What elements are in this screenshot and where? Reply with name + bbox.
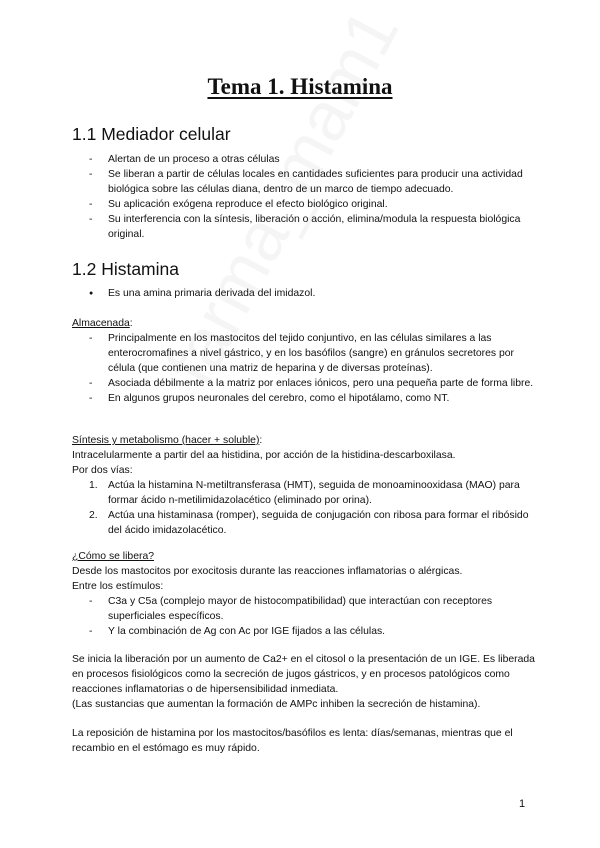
paragraph-reposicion: La reposición de histamina por los mastocitos/basófilos es lenta: días/semanas, mientras que el recambio en el estómago es muy rápido.: [72, 728, 513, 754]
libera-line-1: Desde los mastocitos por exocitosis durante las reacciones inflamatorias o alérgicas.: [72, 566, 463, 577]
list-item: - Asociada débilmente a la matriz por enlaces iónicos, pero una pequeña parte de forma libre.: [72, 376, 542, 391]
histamina-bullets: [72, 286, 542, 301]
paragraph-liberacion: Se inicia la liberación por un aumento de Ca2+ en el citosol o la presentación de un IGE. Es liberada en procesos fisiológicos como la secreción de jugos gástricos, y en procesos patológicos como reacciones inflamatorias o de hipersensibilidad inmediata. (Las sustancias que aumentan la formación de AMPc inhiben la secreción de histamina).: [72, 654, 535, 710]
page-title: Tema 1. Histamina: [207, 74, 393, 99]
almacenada-label: Almacenada: [72, 318, 130, 329]
list-item: - Se liberan a partir de células locales en cantidades suficientes para producir una actividad biológica sobre las células diana, dentro de un marco de tiempo adecuado.: [72, 167, 542, 197]
almacenada-block: Almacenada: - Principalmente en los mastocitos del tejido conjuntivo, en las células similares a las enterocromafines a nivel gástrico, y en los basófilos (sangre) en gránulos secretores por célula (que contienen una matriz de heparina y de diversas proteínas). - Asociada débilmente a la matriz por enlaces iónicos, pero una pequeña parte de forma libre. - En algunos grupos neuronales del cerebro, como el hipotálamo, como NT.: [72, 316, 542, 406]
sintesis-list: [72, 478, 542, 538]
libera-list: [72, 594, 542, 639]
list-item: - C3a y C5a (complejo mayor de histocompatibilidad) que interactúan con receptores superficiales específicos.: [72, 594, 542, 624]
page-number: 1: [519, 798, 526, 810]
list-item: 2. Actúa una histaminasa (romper), seguida de conjugación con ribosa para formar el ribósido del ácido imidazolacético.: [89, 510, 529, 536]
list-item: - En algunos grupos neuronales del cerebro, como el hipotálamo, como NT.: [72, 391, 542, 406]
list-item: - Su aplicación exógena reproduce el efecto biológico original.: [72, 197, 542, 212]
list-item: - Principalmente en los mastocitos del tejido conjuntivo, en las células similares a las enterocromafines a nivel gástrico, y en los basófilos (sangre) en gránulos secretores por célula (que contienen una matriz de heparina y de diversas proteínas).: [72, 331, 542, 376]
list-item: 1. Actúa la histamina N-metiltransferasa (HMT), seguida de monoaminooxidasa (MAO) para formar ácido n-metilimidazolacético (eliminado por orina).: [89, 480, 520, 506]
sintesis-line-2: Por dos vías:: [72, 465, 133, 476]
mediador-list: [72, 152, 542, 242]
almacenada-list: [72, 331, 542, 406]
section-heading-histamina: 1.2 Histamina: [72, 259, 179, 279]
list-item: ● Es una amina primaria derivada del imidazol.: [72, 286, 542, 301]
sintesis-line-1: Intracelularmente a partir del aa histidina, por acción de la histidina-descarboxilasa.: [72, 450, 456, 461]
sintesis-block: Síntesis y metabolismo (hacer + soluble): Intracelularmente a partir del aa histidina, por acción de la histidina-descarboxilasa. Por dos vías: 1. Actúa la histamina N-metiltransferasa (HMT), seguida de monoaminooxidasa (MAO) para formar ácido n-metilimidazolacético (eliminado por orina). 2. Actúa una histaminasa (romper), seguida de conjugación con ribosa para formar el ribósido del ácido imidazolacético.: [72, 433, 542, 538]
libera-line-2: Entre los estímulos:: [72, 581, 164, 592]
list-item: - Y la combinación de Ag con Ac por IGE fijados a las células.: [72, 624, 542, 639]
list-item: - Alertan de un proceso a otras células: [72, 152, 542, 167]
libera-block: [72, 549, 542, 639]
sintesis-label: Síntesis y metabolismo (hacer + soluble): [72, 435, 260, 446]
libera-label: ¿Cómo se libera?: [72, 551, 155, 562]
list-item: - Su interferencia con la síntesis, liberación o acción, elimina/modula la respuesta biológica original.: [72, 212, 542, 242]
section-heading-mediador: 1.1 Mediador celular: [72, 124, 231, 144]
